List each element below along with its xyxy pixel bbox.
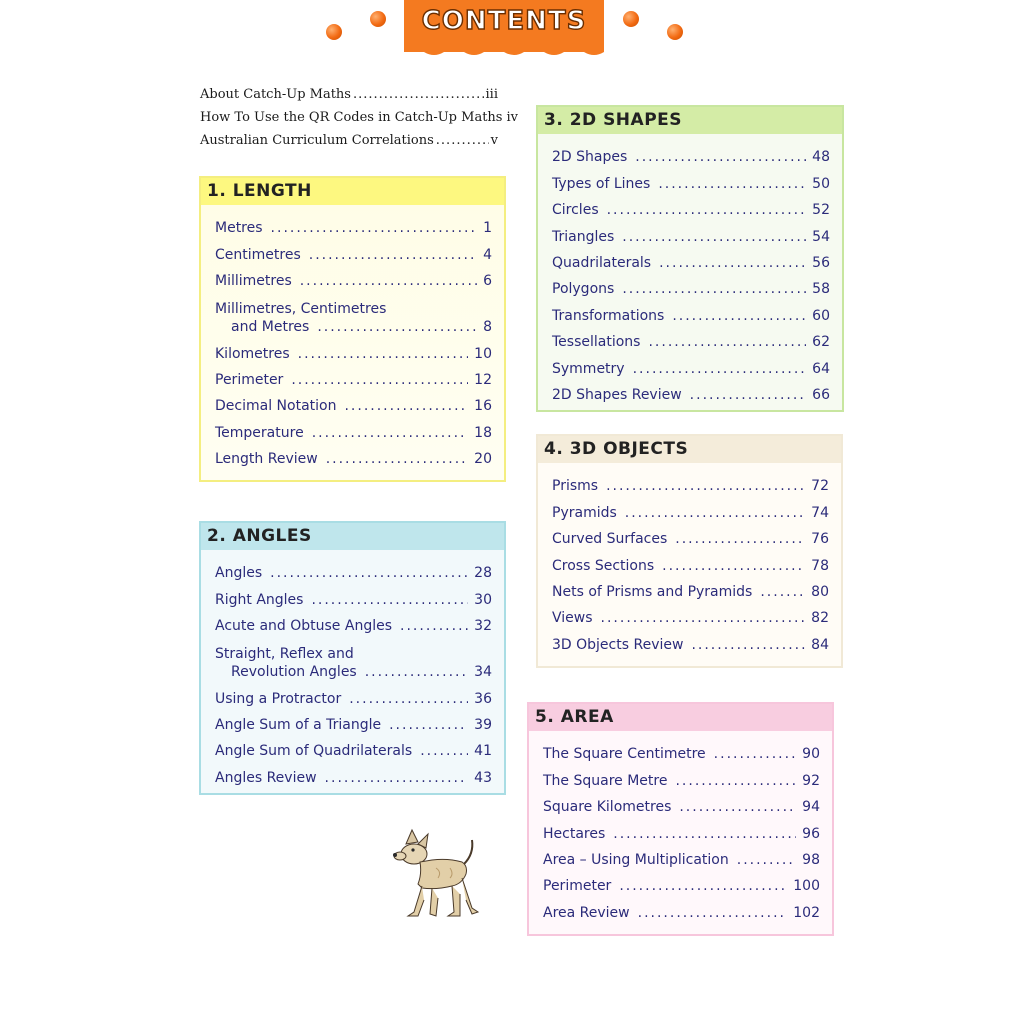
section-angles [199,521,506,795]
banner-wave [404,48,604,58]
section-2d-shapes [536,105,844,412]
entry-page-number: 8 [483,319,492,336]
toc-entry[interactable] [552,627,829,653]
toc-entry[interactable] [552,522,829,548]
entry-title: Millimetres, Centimetres [215,301,387,318]
entry-page-number: 62 [812,334,830,351]
toc-entry[interactable] [215,556,492,582]
entry-title: Area Review [543,904,630,921]
entry-title: Length Review [215,451,318,468]
entry-title: Tessellations [552,334,641,351]
entry-title: Transformations [552,307,665,324]
entry-title: Perimeter [543,878,612,895]
entry-title: Polygons [552,281,615,298]
entry-title: Right Angles [215,591,304,608]
entry-page-number: 32 [474,618,492,635]
toc-entry[interactable] [215,635,492,681]
entry-page-number: 6 [483,273,492,290]
toc-entry[interactable] [543,816,820,842]
entry-page-number: 41 [474,743,492,760]
toc-entry[interactable] [543,843,820,869]
entry-title: Circles [552,202,599,219]
toc-entry[interactable] [215,389,492,415]
entry-title: Nets of Prisms and Pyramids [552,583,753,600]
toc-entry[interactable] [215,237,492,263]
entry-page-number: 10 [474,345,492,362]
entry-title: The Square Centimetre [543,746,706,763]
toc-entry[interactable] [552,219,830,245]
toc-entry[interactable] [552,469,829,495]
toc-entry[interactable] [215,681,492,707]
entry-title: Perimeter [215,371,284,388]
entry-title: Acute and Obtuse Angles [215,618,393,635]
entry-title: 3D Objects Review [552,636,684,653]
entry-title: Angles Review [215,769,317,786]
entry-page-number: 56 [812,254,830,271]
section-area [527,702,834,936]
entry-page-number: 60 [812,307,830,324]
toc-entry[interactable] [552,246,830,272]
entry-title: Temperature [215,424,304,441]
front-matter-list [200,83,518,152]
toc-entry[interactable] [215,415,492,441]
toc-entry[interactable] [552,298,830,324]
entry-page-number: 43 [474,769,492,786]
entry-page-number: 39 [474,716,492,733]
entry-page-number: 92 [802,772,820,789]
toc-entry[interactable] [543,790,820,816]
entry-page-number: 80 [811,583,829,600]
entry-page-number: 36 [474,690,492,707]
entry-title: Angle Sum of a Triangle [215,716,382,733]
entry-page-number: 66 [812,386,830,403]
entry-title: Quadrilaterals [552,254,652,271]
entry-page-number: 76 [811,531,829,548]
page-title: CONTENTS [421,6,587,36]
section-length [199,176,506,482]
entry-page-number: 58 [812,281,830,298]
entry-page-number: 34 [474,664,492,681]
entry-page-number: 78 [811,557,829,574]
toc-entry[interactable] [543,895,820,921]
toc-entry[interactable] [215,363,492,389]
toc-entry[interactable] [552,193,830,219]
decor-dot [623,11,639,27]
entry-title-cont: Revolution Angles [231,664,357,681]
entry-page-number: 102 [793,904,820,921]
entry-page-number: 82 [811,610,829,627]
toc-entry[interactable] [215,211,492,237]
entry-title: Using a Protractor [215,690,342,707]
toc-entry[interactable] [215,290,492,336]
entry-title: Area – Using Multiplication [543,851,729,868]
entry-title: Hectares [543,825,606,842]
entry-title: Pyramids [552,504,617,521]
toc-entry[interactable] [552,575,829,601]
toc-entry[interactable] [215,442,492,468]
entry-title: 2D Shapes [552,149,628,166]
entry-page-number: 100 [793,878,820,895]
entry-title: Metres [215,220,263,237]
entry-title: Decimal Notation [215,398,337,415]
toc-entry[interactable] [215,264,492,290]
toc-entry[interactable] [552,548,829,574]
decor-dot [326,24,342,40]
entry-page-number: 72 [811,478,829,495]
entry-page-number: 18 [474,424,492,441]
entry-title: Square Kilometres [543,799,672,816]
entry-page-number: 30 [474,591,492,608]
entry-page-number: 52 [812,202,830,219]
entry-title: Prisms [552,478,599,495]
entry-page-number: 16 [474,398,492,415]
front-matter-item[interactable]: About Catch-Up Maths ..... iii [200,83,498,106]
entry-page-number: 94 [802,799,820,816]
entry-title: Curved Surfaces [552,531,668,548]
entry-page-number: 50 [812,175,830,192]
front-matter-item[interactable]: How To Use the QR Codes in Catch-Up Maths iv [200,110,518,125]
entry-page-number: 74 [811,504,829,521]
entry-title: Angles [215,565,263,582]
toc-entry[interactable] [552,140,830,166]
entry-title: The Square Metre [543,772,668,789]
entry-page-number: 48 [812,149,830,166]
entry-page-number: 28 [474,565,492,582]
entry-title: Types of Lines [552,175,651,192]
toc-entry[interactable] [215,760,492,786]
toc-entry[interactable] [552,351,830,377]
toc-entry[interactable] [543,763,820,789]
entry-title: Angle Sum of Quadrilaterals [215,743,413,760]
entry-title-cont: and Metres [231,319,310,336]
section-title: 5. AREA [529,704,832,731]
dog-illustration [392,828,482,924]
section-title: 1. LENGTH [201,178,504,205]
toc-entry[interactable] [552,166,830,192]
toc-entry[interactable] [215,609,492,635]
toc-entry[interactable] [215,734,492,760]
decor-dot [667,24,683,40]
entry-page-number: 12 [474,371,492,388]
entry-title: 2D Shapes Review [552,386,682,403]
entry-page-number: 1 [483,220,492,237]
entry-page-number: 90 [802,746,820,763]
entry-title: Straight, Reflex and [215,646,354,663]
toc-entry[interactable] [215,336,492,362]
toc-entry[interactable] [552,495,829,521]
decor-dot [370,11,386,27]
section-title: 4. 3D OBJECTS [538,436,841,463]
entry-title: Cross Sections [552,557,655,574]
entry-page-number: 84 [811,636,829,653]
entry-page-number: 54 [812,228,830,245]
toc-entry[interactable] [552,378,830,404]
entry-page-number: 4 [483,246,492,263]
toc-entry[interactable] [215,708,492,734]
section-title: 3. 2D SHAPES [538,107,842,134]
entry-page-number: 98 [802,851,820,868]
toc-entry[interactable] [552,272,830,298]
front-matter-item[interactable]: Australian Curriculum Correlations ..... v [200,129,498,152]
entry-page-number: 64 [812,360,830,377]
entry-title: Symmetry [552,360,625,377]
entry-title: Views [552,610,593,627]
entry-title: Triangles [552,228,615,245]
entry-title: Kilometres [215,345,290,362]
toc-entry[interactable] [543,869,820,895]
entry-title: Centimetres [215,246,301,263]
section-3d-objects [536,434,843,668]
entry-title: Millimetres [215,273,292,290]
contents-banner [404,0,604,52]
entry-page-number: 96 [802,825,820,842]
entry-page-number: 20 [474,451,492,468]
toc-entry[interactable] [543,737,820,763]
toc-entry[interactable] [552,601,829,627]
section-title: 2. ANGLES [201,523,504,550]
toc-entry[interactable] [215,582,492,608]
toc-entry[interactable] [552,325,830,351]
